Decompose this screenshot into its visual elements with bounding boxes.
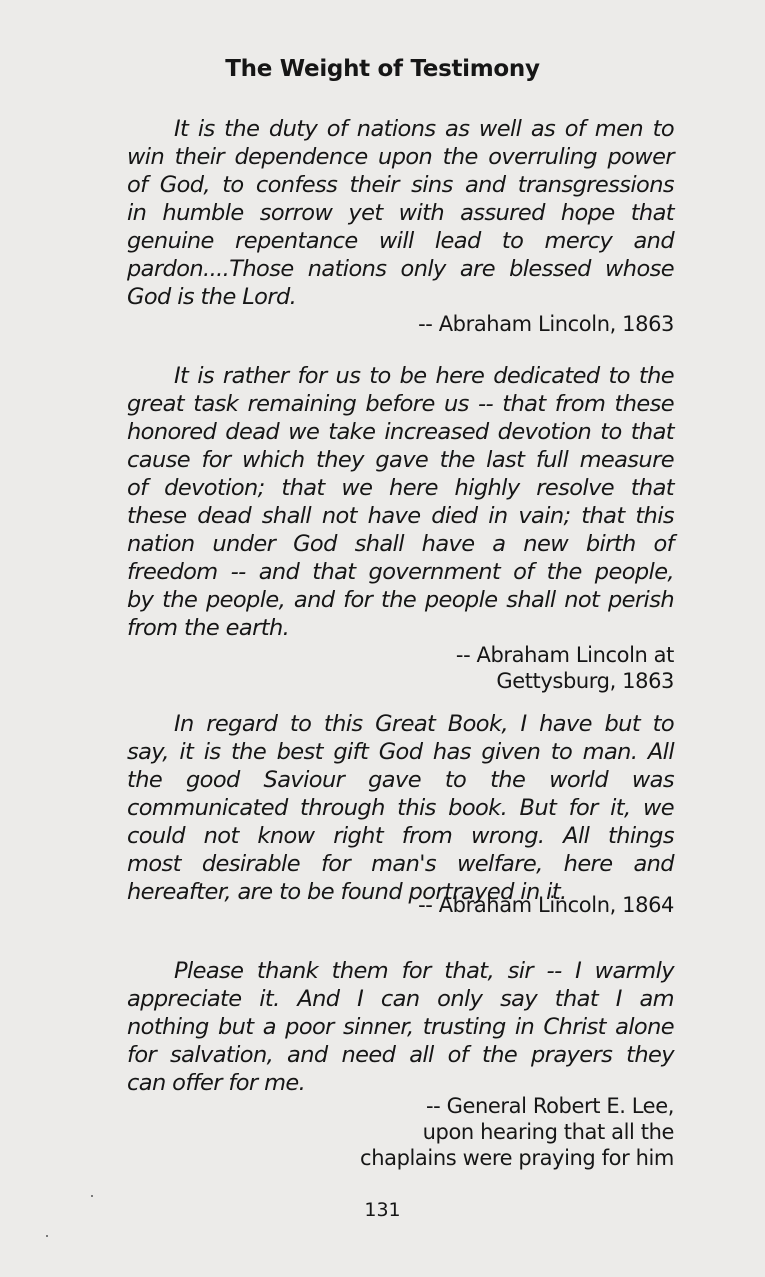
quote-block-2: [127, 362, 674, 694]
quote-line: win their dependence upon the overruling power: [127, 144, 674, 170]
quote-line: for salvation, and need all of the prayers they: [127, 1042, 674, 1068]
quote-line: communicated through this book. But for it, we: [127, 795, 674, 821]
quote-block-3: [127, 710, 674, 918]
attribution-line: -- Abraham Lincoln, 1864: [418, 893, 674, 917]
attribution-line: -- Abraham Lincoln at: [455, 643, 674, 667]
quote-line: of God, to confess their sins and transgressions: [127, 172, 674, 198]
quote-attribution: [127, 311, 674, 337]
quote-line: It is rather for us to be here dedicated to the: [174, 363, 674, 389]
quote-line: the good Saviour gave to the world was: [127, 767, 674, 793]
quote-line: Please thank them for that, sir -- I warmly: [174, 958, 674, 984]
quote-attribution: [127, 1093, 674, 1171]
quote-line: genuine repentance will lead to mercy and: [127, 228, 674, 254]
quote-line: cause for which they gave the last full measure: [127, 447, 674, 473]
quote-line: great task remaining before us -- that from these: [127, 391, 674, 417]
print-speck: [46, 1235, 48, 1237]
quote-line: can offer for me.: [127, 1070, 306, 1096]
quote-line: nothing but a poor sinner, trusting in Christ alone: [127, 1014, 674, 1040]
quote-line: could not know right from wrong. All things: [127, 823, 674, 849]
quote-line: from the earth.: [127, 615, 290, 641]
quote-line: hereafter, are to be found portrayed in it.: [127, 879, 567, 905]
attribution-line: chaplains were praying for him: [360, 1146, 674, 1170]
quote-block-4: [127, 957, 674, 1171]
attribution-line: Gettysburg, 1863: [496, 669, 674, 693]
page-number: 131: [364, 1199, 401, 1221]
quote-text: [127, 115, 674, 311]
attribution-line: upon hearing that all the: [422, 1120, 674, 1144]
quote-text: [127, 710, 674, 906]
quote-line: It is the duty of nations as well as of men to: [174, 116, 674, 142]
quote-line: honored dead we take increased devotion to that: [127, 419, 674, 445]
quote-text: [127, 957, 674, 1097]
print-speck: [91, 1195, 93, 1197]
quote-line: in humble sorrow yet with assured hope that: [127, 200, 674, 226]
page-title: The Weight of Testimony: [225, 56, 540, 82]
attribution-line: -- General Robert E. Lee,: [425, 1094, 674, 1118]
quote-line: God is the Lord.: [127, 284, 297, 310]
quote-attribution: [127, 642, 674, 694]
quote-line: most desirable for man's welfare, here and: [127, 851, 674, 877]
attribution-line: -- Abraham Lincoln, 1863: [418, 312, 674, 336]
quote-line: In regard to this Great Book, I have but to: [174, 711, 674, 737]
quote-line: pardon....Those nations only are blessed whose: [127, 256, 674, 282]
quote-text: [127, 362, 674, 642]
quote-line: these dead shall not have died in vain; that this: [127, 503, 674, 529]
quote-line: of devotion; that we here highly resolve that: [127, 475, 674, 501]
quote-line: appreciate it. And I can only say that I am: [127, 986, 674, 1012]
quote-line: say, it is the best gift God has given to man. All: [127, 739, 674, 765]
quote-line: nation under God shall have a new birth of: [127, 531, 674, 557]
quote-line: freedom -- and that government of the people,: [127, 559, 674, 585]
quote-block-1: [127, 115, 674, 337]
quote-line: by the people, and for the people shall not perish: [127, 587, 674, 613]
